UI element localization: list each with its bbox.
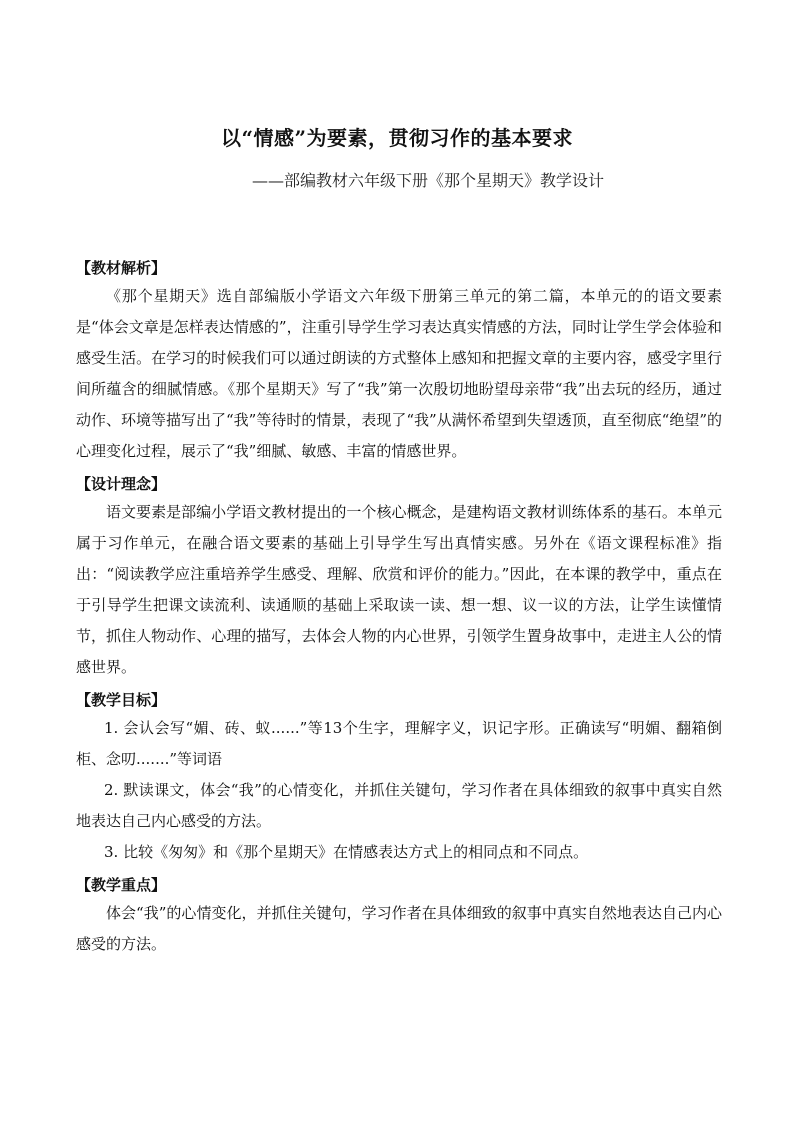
list-item: 2. 默读课文，体会“我”的心情变化，并抓住关键句，学习作者在具体细致的叙事中真实自然地表达自己内心感受的方法。 bbox=[76, 781, 722, 830]
section-teaching-focus bbox=[76, 872, 722, 960]
paragraph: 语文要素是部编小学语文教材提出的一个核心概念，是建构语文教材训练体系的基石。本单元属于习作单元，在融合语文要素的基础上引导学生写出真情实感。另外在《语文课程标准》指出：“阅读教学应注重培养学生感受、理解、欣赏和评价的能力。”因此，在本课的教学中，重点在于引导学生把课文读流利、读通顺的基础上采取读一读、想一想、议一议的方法，让学生读懂情节，抓住人物动作、心理的描写，去体会人物的内心世界，引领学生置身故事中，走进主人公的情感世界。 bbox=[76, 503, 722, 676]
section-heading: 【设计理念】 bbox=[76, 475, 167, 493]
document-body bbox=[76, 255, 722, 960]
list-item: 3. 比较《匆匆》和《那个星期天》在情感表达方式上的相同点和不同点。 bbox=[104, 843, 589, 861]
section-heading: 【教学重点】 bbox=[76, 876, 167, 894]
section-design-concept bbox=[76, 471, 722, 683]
paragraph: 体会“我”的心情变化，并抓住关键句，学习作者在具体细致的叙事中真实自然地表达自己内心感受的方法。 bbox=[76, 904, 722, 953]
paragraph: 《那个星期天》选自部编版小学语文六年级下册第三单元的第二篇，本单元的的语文要素是“体会文章是怎样表达情感的”，注重引导学生学习表达真实情感的方法，同时让学生学会体验和感受生活。在学习的时候我们可以通过朗读的方式整体上感知和把握文章的主要内容，感受字里行间所蕴含的细腻情感。《那个星期天》写了“我”第一次殷切地盼望母亲带“我”出去玩的经历，通过动作、环境等描写出了“我”等待时的情景，表现了“我”从满怀希望到失望透顶，直至彻底“绝望”的心理变化过程，展示了“我”细腻、敏感、丰富的情感世界。 bbox=[76, 287, 723, 460]
section-heading: 【教学目标】 bbox=[76, 691, 167, 709]
section-teaching-goals bbox=[76, 687, 722, 868]
document-subtitle: ——部编教材六年级下册《那个星期天》教学设计 bbox=[252, 171, 605, 190]
list-item: 1. 会认会写“媚、砖、蚁......”等13个生字，理解字义，识记字形。正确读写“明媚、翻箱倒柜、念叨.......”等词语 bbox=[76, 719, 722, 768]
section-textbook-analysis bbox=[76, 255, 722, 467]
section-heading: 【教材解析】 bbox=[76, 259, 167, 277]
document-title: 以“情感”为要素，贯彻习作的基本要求 bbox=[220, 126, 573, 150]
